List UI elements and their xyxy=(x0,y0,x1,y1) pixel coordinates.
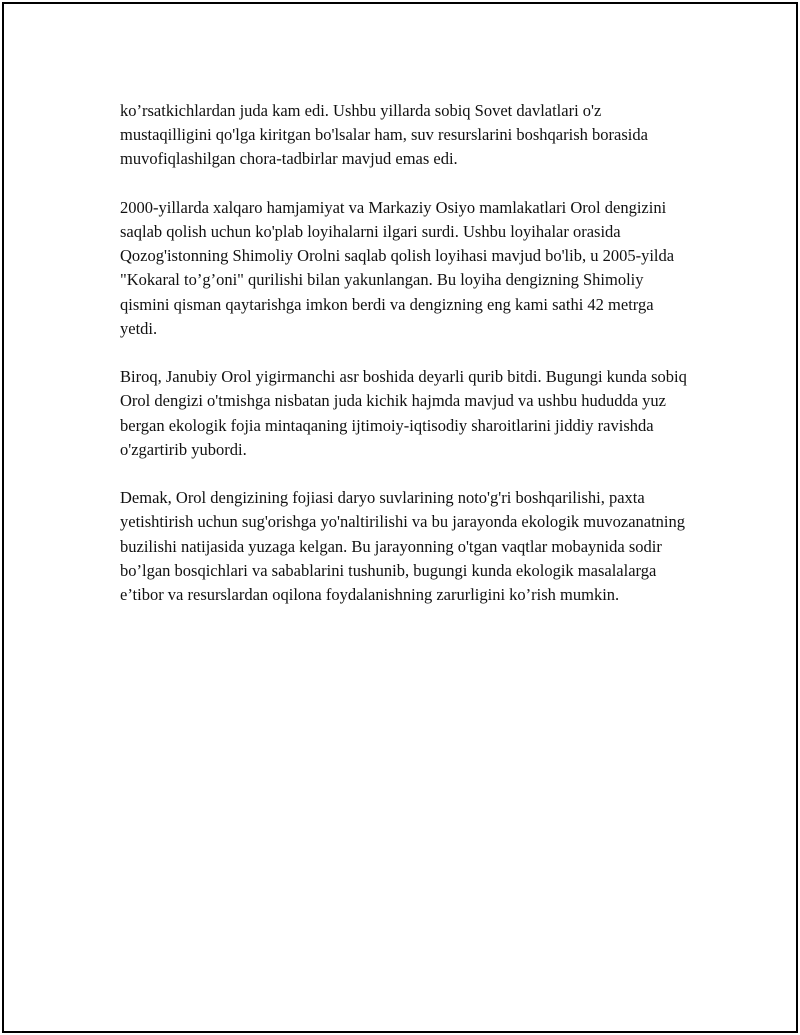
paragraph-1: ko’rsatkichlardan juda kam edi. Ushbu yillarda sobiq Sovet davlatlari o'z mustaqilligini qo'lga kiritgan bo'lsalar ham, suv resurslarini boshqarish borasida muvofiqlashilgan chora-tadbirlar mavjud emas edi. xyxy=(120,101,648,169)
paragraph-4: Demak, Orol dengizining fojiasi daryo suvlarining noto'g'ri boshqarilishi, paxta yetishtirish uchun sug'orishga yo'naltirilishi va bu jarayonda ekologik muvozanatning buzilishi natijasida yuzaga kelgan. Bu jarayonning o'tgan vaqtlar mobaynida sodir bo’lgan bosqichlari va sabablarini tushunib, bugungi kunda ekologik masalalarga e’tibor va resurslardan oqilona foydalanishning zarurligini ko’rish mumkin. xyxy=(120,488,686,605)
document-page xyxy=(2,2,798,1033)
document-body xyxy=(120,99,690,631)
paragraph-3: Biroq, Janubiy Orol yigirmanchi asr boshida deyarli qurib bitdi. Bugungi kunda sobiq Orol dengizi o'tmishga nisbatan juda kichik hajmda mavjud va ushbu hududda yuz bergan ekologik fojia mintaqaning ijtimoiy-iqtisodiy sharoitlarini jiddiy ravishda o'zgartirib yubordi. xyxy=(120,367,687,459)
paragraph-2: 2000-yillarda xalqaro hamjamiyat va Markaziy Osiyo mamlakatlari Orol dengizini saqlab qolish uchun ko'plab loyihalarni ilgari surdi. Ushbu loyihalar orasida Qozog'istonning Shimoliy Orolni saqlab qolish loyihasi mavjud bo'lib, u 2005-yilda "Kokaral to’g’oni" qurilishi bilan yakunlangan. Bu loyiha dengizning Shimoliy qismini qisman qaytarishga imkon berdi va dengizning eng kami sathi 42 metrga yetdi. xyxy=(120,197,675,338)
